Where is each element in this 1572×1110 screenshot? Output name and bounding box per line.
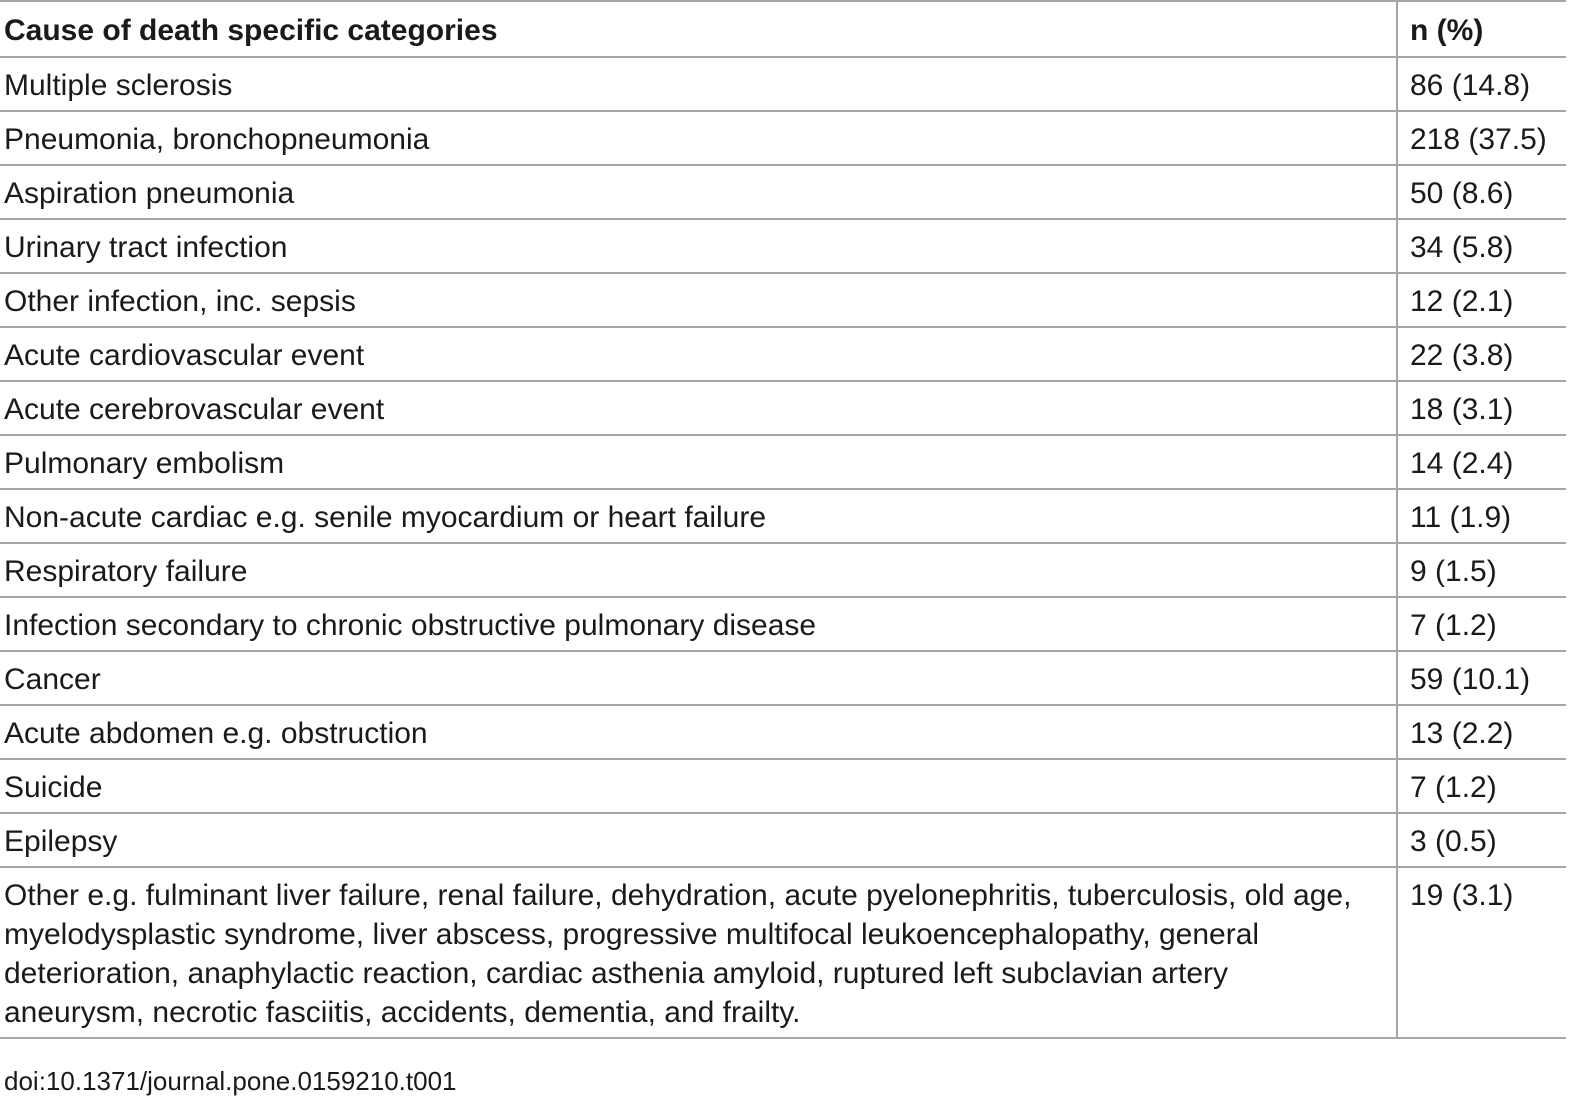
row-category: Acute abdomen e.g. obstruction bbox=[0, 705, 1397, 759]
table-header-row bbox=[0, 1, 1566, 57]
header-category: Cause of death specific categories bbox=[0, 1, 1397, 57]
row-category: Respiratory failure bbox=[0, 543, 1397, 597]
doi-footnote: doi:10.1371/journal.pone.0159210.t001 bbox=[4, 1066, 457, 1096]
row-value: 59 (10.1) bbox=[1397, 651, 1566, 705]
header-n-percent: n (%) bbox=[1397, 1, 1566, 57]
table-row bbox=[0, 327, 1566, 381]
row-value: 18 (3.1) bbox=[1397, 381, 1566, 435]
table-row bbox=[0, 543, 1566, 597]
row-category: Pneumonia, bronchopneumonia bbox=[0, 111, 1397, 165]
row-value: 3 (0.5) bbox=[1397, 813, 1566, 867]
row-value: 86 (14.8) bbox=[1397, 57, 1566, 111]
table-row bbox=[0, 651, 1566, 705]
row-value: 7 (1.2) bbox=[1397, 597, 1566, 651]
row-value: 9 (1.5) bbox=[1397, 543, 1566, 597]
table-row bbox=[0, 57, 1566, 111]
row-category: Non-acute cardiac e.g. senile myocardium or heart failure bbox=[0, 489, 1397, 543]
row-value: 7 (1.2) bbox=[1397, 759, 1566, 813]
table-row bbox=[0, 165, 1566, 219]
row-value: 22 (3.8) bbox=[1397, 327, 1566, 381]
row-category: Other e.g. fulminant liver failure, renal failure, dehydration, acute pyelonephritis, tuberculosis, old age, myelodysplastic syndrome, liver abscess, progressive multifocal leukoencephalopathy, general deterioration, anaphylactic reaction, cardiac asthenia amyloid, ruptured left subclavian artery aneurysm, necrotic fasciitis, accidents, dementia, and frailty. bbox=[0, 867, 1397, 1038]
row-value: 12 (2.1) bbox=[1397, 273, 1566, 327]
table-row bbox=[0, 111, 1566, 165]
row-value: 14 (2.4) bbox=[1397, 435, 1566, 489]
row-value: 13 (2.2) bbox=[1397, 705, 1566, 759]
table-row bbox=[0, 759, 1566, 813]
table-row bbox=[0, 813, 1566, 867]
row-category: Aspiration pneumonia bbox=[0, 165, 1397, 219]
table-row bbox=[0, 489, 1566, 543]
row-category: Epilepsy bbox=[0, 813, 1397, 867]
row-category: Multiple sclerosis bbox=[0, 57, 1397, 111]
row-category: Pulmonary embolism bbox=[0, 435, 1397, 489]
row-category: Infection secondary to chronic obstructive pulmonary disease bbox=[0, 597, 1397, 651]
row-value: 19 (3.1) bbox=[1397, 867, 1566, 1038]
table-row bbox=[0, 597, 1566, 651]
row-value: 34 (5.8) bbox=[1397, 219, 1566, 273]
row-category: Urinary tract infection bbox=[0, 219, 1397, 273]
row-value: 11 (1.9) bbox=[1397, 489, 1566, 543]
table-row bbox=[0, 705, 1566, 759]
table-row bbox=[0, 381, 1566, 435]
table-row bbox=[0, 219, 1566, 273]
row-category: Suicide bbox=[0, 759, 1397, 813]
table-row bbox=[0, 435, 1566, 489]
row-value: 218 (37.5) bbox=[1397, 111, 1566, 165]
row-category: Acute cerebrovascular event bbox=[0, 381, 1397, 435]
row-category: Other infection, inc. sepsis bbox=[0, 273, 1397, 327]
row-value: 50 (8.6) bbox=[1397, 165, 1566, 219]
row-category: Acute cardiovascular event bbox=[0, 327, 1397, 381]
table-row bbox=[0, 273, 1566, 327]
table-row bbox=[0, 867, 1566, 1038]
row-category: Cancer bbox=[0, 651, 1397, 705]
